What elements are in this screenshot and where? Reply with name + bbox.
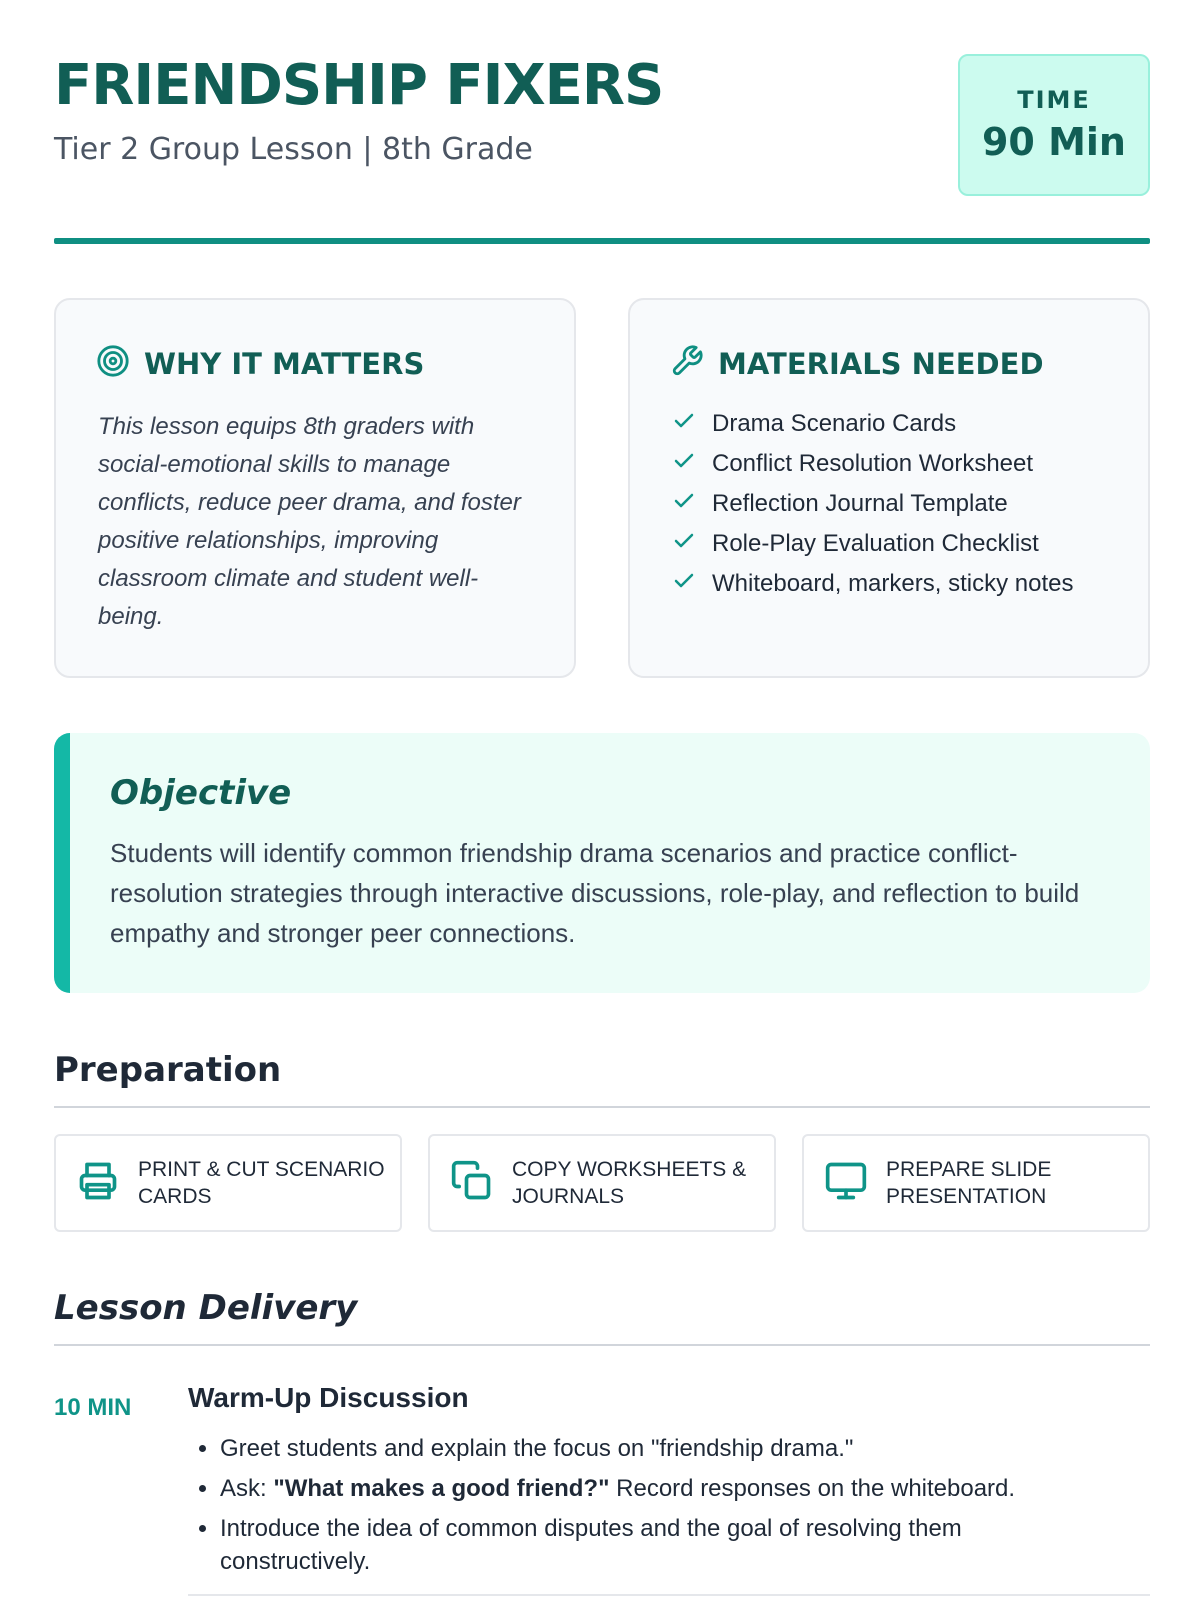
materials-card	[628, 298, 1150, 678]
preparation-cards	[54, 1134, 1150, 1232]
bold-question: "What makes a good friend?"	[273, 1475, 610, 1502]
check-icon	[672, 409, 712, 440]
prep-card-copy	[428, 1134, 776, 1232]
prep-card-print	[54, 1134, 402, 1232]
objective-callout	[54, 733, 1150, 993]
monitor-icon	[824, 1159, 868, 1208]
why-card-header	[96, 344, 424, 383]
lesson-title: FRIENDSHIP FIXERS	[54, 53, 664, 118]
wrench-icon	[670, 344, 704, 383]
materials-card-title: MATERIALS NEEDED	[718, 346, 1044, 381]
check-icon	[672, 529, 712, 560]
objective-title: Objective	[110, 773, 292, 813]
header-divider	[54, 238, 1150, 244]
step-divider	[188, 1594, 1150, 1596]
printer-icon	[76, 1159, 120, 1208]
list-item: Role-Play Evaluation Checklist	[672, 524, 1073, 564]
why-card-text: This lesson equips 8th graders with social-emotional skills to manage conflicts, reduce peer drama, and foster positive relationships, improving classroom climate and student well-being.	[98, 413, 521, 630]
step-bullets	[220, 1432, 1080, 1585]
prep-card-label: COPY WORKSHEETS & JOURNALS	[512, 1158, 747, 1208]
step-title: Warm-Up Discussion	[188, 1382, 469, 1413]
why-card-title: WHY IT MATTERS	[144, 346, 425, 381]
step-duration: 10 MIN	[54, 1394, 132, 1421]
time-value: 90 Min	[981, 120, 1126, 164]
materials-list	[672, 404, 1073, 604]
lesson-delivery-divider	[54, 1344, 1150, 1346]
prep-card-slides	[802, 1134, 1150, 1232]
list-item: • Greet students and explain the focus on "friendship drama."	[220, 1432, 1080, 1465]
copy-icon	[450, 1159, 494, 1208]
preparation-heading: Preparation	[54, 1050, 282, 1090]
time-badge	[958, 54, 1150, 196]
preparation-divider	[54, 1106, 1150, 1108]
prep-card-label: PREPARE SLIDE PRESENTATION	[886, 1158, 1052, 1208]
check-icon	[672, 569, 712, 600]
why-it-matters-card	[54, 298, 576, 678]
lesson-delivery-heading: Lesson Delivery	[54, 1288, 358, 1328]
objective-text: Students will identify common friendship drama scenarios and practice conflict-resolution strategies through interactive discussions, role-play, and reflection to build empathy and stronger peer connections.	[110, 838, 1080, 948]
prep-card-label: PRINT & CUT SCENARIO CARDS	[138, 1158, 385, 1208]
list-item: Whiteboard, markers, sticky notes	[672, 564, 1073, 604]
list-item: Conflict Resolution Worksheet	[672, 444, 1073, 484]
list-item: • Introduce the idea of common disputes and the goal of resolving them constructively.	[220, 1512, 1080, 1578]
list-item: Reflection Journal Template	[672, 484, 1073, 524]
check-icon	[672, 489, 712, 520]
materials-card-header	[670, 344, 1044, 383]
lesson-header	[54, 54, 1150, 200]
lesson-subtitle: Tier 2 Group Lesson | 8th Grade	[54, 132, 533, 167]
check-icon	[672, 449, 712, 480]
list-item: Drama Scenario Cards	[672, 404, 1073, 444]
target-icon	[96, 344, 130, 383]
list-item: • Ask: "What makes a good friend?" Record responses on the whiteboard.	[220, 1472, 1080, 1505]
time-label: TIME	[1017, 86, 1091, 114]
